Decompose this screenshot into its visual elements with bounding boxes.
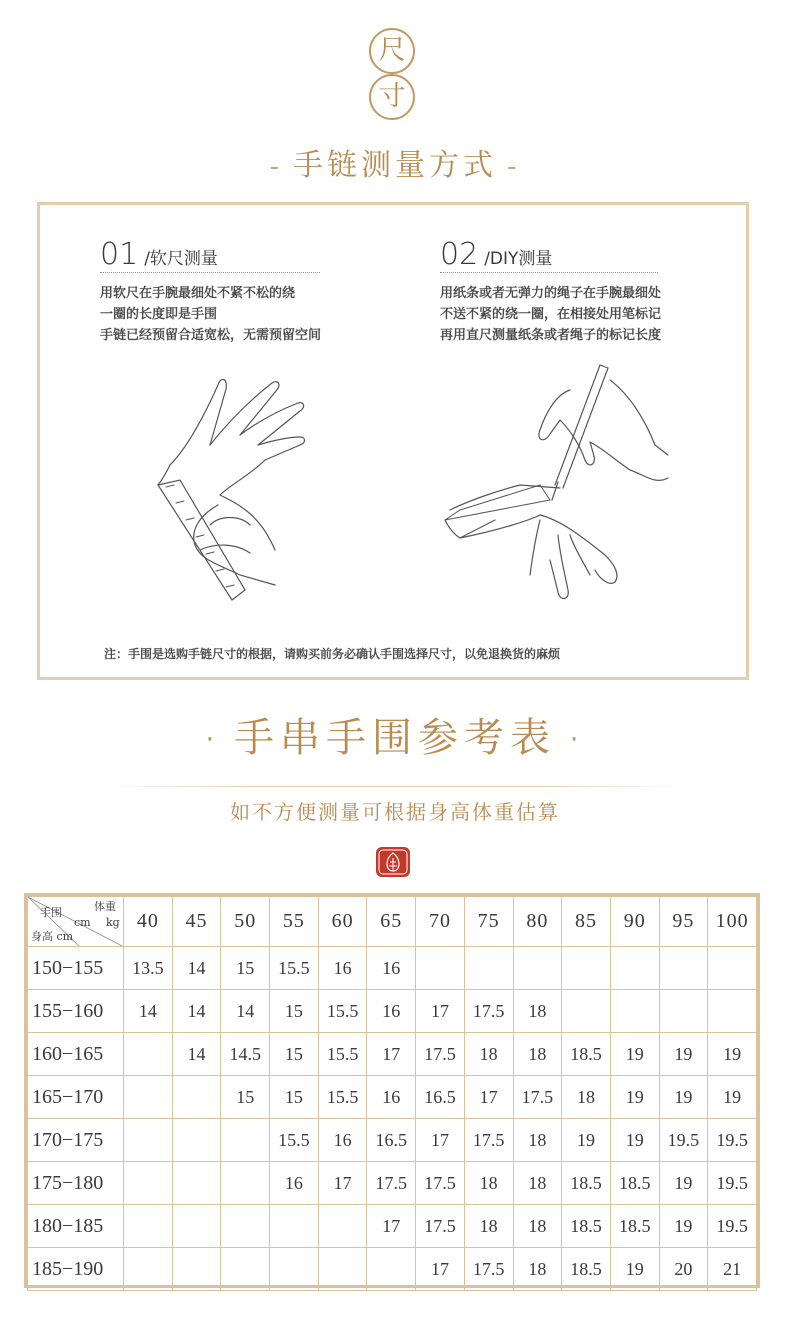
wrist-size-cell: 14 (172, 990, 221, 1033)
wrist-size-cell: 17.5 (416, 1205, 465, 1248)
wrist-size-cell (513, 947, 562, 990)
step-2-line-2: 不送不紧的绕一圈，在相接处用笔标记 (440, 307, 662, 322)
step-1-number: 01 (100, 237, 139, 272)
corner-weight-label: 体重 (94, 900, 116, 913)
weight-header-cell: 55 (270, 897, 319, 947)
size-seal (366, 28, 418, 124)
seal-char-2: 寸 (369, 74, 415, 120)
wrist-size-cell (318, 1248, 367, 1291)
wrist-size-cell: 17.5 (416, 1033, 465, 1076)
wrist-size-cell: 15.5 (270, 947, 319, 990)
wrist-size-cell: 14 (172, 947, 221, 990)
weight-header-cell: 45 (172, 897, 221, 947)
wrist-size-cell: 16.5 (367, 1119, 416, 1162)
wrist-size-cell: 16.5 (416, 1076, 465, 1119)
red-seal-stamp-icon (375, 846, 411, 878)
step-1-line-3: 手链已经预留合适宽松，无需预留空间 (100, 328, 322, 343)
wrist-size-cell: 19 (708, 1076, 757, 1119)
wrist-size-cell: 19 (659, 1205, 708, 1248)
wrist-size-cell: 16 (318, 947, 367, 990)
wrist-size-cell: 18 (513, 1033, 562, 1076)
wrist-size-cell (124, 1033, 173, 1076)
wrist-size-cell: 19 (659, 1033, 708, 1076)
step-2-header (440, 235, 658, 273)
wrist-size-cell: 18 (464, 1033, 513, 1076)
wrist-size-cell (562, 947, 611, 990)
wrist-size-cell: 18.5 (562, 1033, 611, 1076)
wrist-size-cell: 19 (610, 1248, 659, 1291)
wrist-size-cell: 17 (416, 1119, 465, 1162)
weight-header-cell: 70 (416, 897, 465, 947)
wrist-size-cell: 15 (221, 947, 270, 990)
wrist-size-cell (610, 990, 659, 1033)
weight-header-cell: 65 (367, 897, 416, 947)
wrist-size-cell: 17 (416, 1248, 465, 1291)
wrist-size-cell: 17.5 (367, 1162, 416, 1205)
wrist-size-cell: 18 (513, 1119, 562, 1162)
wrist-size-cell (124, 1205, 173, 1248)
wrist-size-cell (221, 1119, 270, 1162)
wrist-size-cell: 13.5 (124, 947, 173, 990)
wrist-size-cell (172, 1076, 221, 1119)
wrist-size-cell: 19.5 (708, 1162, 757, 1205)
wrist-size-cell: 17 (318, 1162, 367, 1205)
wrist-size-cell: 19 (610, 1119, 659, 1162)
weight-header-cell: 85 (562, 897, 611, 947)
step-2-line-1: 用纸条或者无弹力的绳子在手腕最细处 (440, 286, 662, 301)
title-dot-right: · (570, 725, 585, 755)
wrist-size-cell: 14 (124, 990, 173, 1033)
height-range-cell: 185−190 (28, 1248, 124, 1291)
wrist-size-cell: 14 (221, 990, 270, 1033)
height-range-cell: 180−185 (28, 1205, 124, 1248)
wrist-size-cell: 17 (464, 1076, 513, 1119)
table-row (28, 1205, 757, 1248)
wrist-size-cell: 14 (172, 1033, 221, 1076)
wrist-size-cell (562, 990, 611, 1033)
weight-header-cell: 40 (124, 897, 173, 947)
wrist-size-cell: 19.5 (708, 1119, 757, 1162)
height-range-cell: 175−180 (28, 1162, 124, 1205)
weight-header-cell: 60 (318, 897, 367, 947)
wrist-size-cell (610, 947, 659, 990)
wrist-size-cell (172, 1205, 221, 1248)
corner-wrist-unit: cm (74, 916, 91, 929)
wrist-size-cell: 15 (270, 1076, 319, 1119)
wrist-size-cell: 18 (464, 1205, 513, 1248)
wrist-size-cell (124, 1119, 173, 1162)
wrist-size-cell (464, 947, 513, 990)
wrist-size-cell (708, 990, 757, 1033)
reference-title-text: 手串手围参考表 (234, 715, 556, 761)
step-1-name: /软尺测量 (144, 249, 218, 269)
wrist-size-cell: 17.5 (464, 1248, 513, 1291)
wrist-size-cell (124, 1248, 173, 1291)
wrist-size-cell (172, 1119, 221, 1162)
table-row (28, 1248, 757, 1291)
wrist-size-cell: 15.5 (318, 990, 367, 1033)
wrist-size-cell: 19 (562, 1119, 611, 1162)
wrist-size-cell: 19.5 (659, 1119, 708, 1162)
measurement-note: 注：手围是选购手链尺寸的根据，请购买前务必确认手围选择尺寸，以免退换货的麻烦 (104, 647, 561, 661)
step-2-description (440, 283, 720, 346)
wrist-size-cell (270, 1205, 319, 1248)
wrist-size-cell (318, 1205, 367, 1248)
step-1-header (100, 235, 320, 273)
height-range-cell: 155−160 (28, 990, 124, 1033)
tape-measure-hand-illustration (140, 365, 340, 615)
table-row (28, 1162, 757, 1205)
wrist-size-cell: 18 (464, 1162, 513, 1205)
string-measure-hand-illustration (440, 360, 670, 610)
weight-header-cell: 50 (221, 897, 270, 947)
title-dot-left: · (205, 725, 220, 755)
method-step-2 (440, 235, 720, 346)
wrist-size-cell (367, 1248, 416, 1291)
wrist-size-cell: 14.5 (221, 1033, 270, 1076)
wrist-size-cell: 18.5 (562, 1248, 611, 1291)
wrist-size-cell: 17 (416, 990, 465, 1033)
wrist-size-cell: 15.5 (318, 1076, 367, 1119)
corner-weight-unit: kg (106, 916, 120, 929)
wrist-size-cell (124, 1076, 173, 1119)
divider-line (110, 786, 680, 787)
seal-char-1: 尺 (369, 28, 415, 74)
wrist-size-cell: 18 (513, 1248, 562, 1291)
wrist-size-cell: 18 (513, 1205, 562, 1248)
wrist-size-cell (172, 1248, 221, 1291)
wrist-size-cell: 15 (270, 990, 319, 1033)
step-1-line-1: 用软尺在手腕最细处不紧不松的绕 (100, 286, 296, 301)
table-row (28, 947, 757, 990)
wrist-size-cell: 18 (513, 1162, 562, 1205)
wrist-size-cell: 17.5 (416, 1162, 465, 1205)
size-table (27, 896, 757, 1291)
wrist-size-cell: 18 (513, 990, 562, 1033)
wrist-size-cell (221, 1162, 270, 1205)
height-range-cell: 165−170 (28, 1076, 124, 1119)
table-row (28, 1033, 757, 1076)
corner-height-label: 身高 cm (31, 930, 74, 943)
table-header-row (28, 897, 757, 947)
weight-header-cell: 80 (513, 897, 562, 947)
wrist-size-cell: 18.5 (610, 1162, 659, 1205)
wrist-size-cell: 16 (367, 990, 416, 1033)
height-range-cell: 170−175 (28, 1119, 124, 1162)
wrist-size-cell: 16 (270, 1162, 319, 1205)
wrist-size-cell: 15.5 (270, 1119, 319, 1162)
wrist-size-cell: 16 (367, 1076, 416, 1119)
wrist-size-cell (659, 990, 708, 1033)
step-1-description (100, 283, 380, 346)
wrist-size-cell: 19 (610, 1076, 659, 1119)
wrist-size-cell (270, 1248, 319, 1291)
title-dash-left: - (269, 152, 283, 182)
wrist-size-cell: 15.5 (318, 1033, 367, 1076)
wrist-size-cell (221, 1248, 270, 1291)
wrist-size-cell (659, 947, 708, 990)
wrist-size-cell: 17.5 (464, 1119, 513, 1162)
title-dash-right: - (507, 152, 521, 182)
height-range-cell: 160−165 (28, 1033, 124, 1076)
wrist-size-cell: 16 (318, 1119, 367, 1162)
method-step-1 (100, 235, 380, 346)
wrist-size-cell: 21 (708, 1248, 757, 1291)
wrist-size-cell: 18 (562, 1076, 611, 1119)
wrist-size-cell: 18.5 (562, 1162, 611, 1205)
wrist-size-cell: 15 (221, 1076, 270, 1119)
step-2-name: /DIY测量 (484, 249, 553, 269)
wrist-size-cell: 17 (367, 1033, 416, 1076)
wrist-size-cell: 19 (659, 1162, 708, 1205)
wrist-size-cell: 16 (367, 947, 416, 990)
method-title-text: 手链测量方式 (293, 148, 497, 183)
weight-header-cell: 100 (708, 897, 757, 947)
weight-header-cell: 75 (464, 897, 513, 947)
wrist-size-cell (708, 947, 757, 990)
wrist-size-cell (416, 947, 465, 990)
wrist-size-cell (124, 1162, 173, 1205)
wrist-size-cell: 17.5 (464, 990, 513, 1033)
height-range-cell: 150−155 (28, 947, 124, 990)
measurement-panel (37, 202, 749, 680)
weight-header-cell: 95 (659, 897, 708, 947)
table-row (28, 990, 757, 1033)
wrist-size-cell: 19 (708, 1033, 757, 1076)
wrist-size-cell: 19.5 (708, 1205, 757, 1248)
wrist-size-cell: 18.5 (562, 1205, 611, 1248)
corner-wrist-label: 手围 (40, 906, 62, 919)
wrist-size-cell: 17.5 (513, 1076, 562, 1119)
reference-title (0, 706, 790, 763)
weight-header-cell: 90 (610, 897, 659, 947)
table-row (28, 1076, 757, 1119)
reference-subtitle: 如不方便测量可根据身高体重估算 (230, 800, 560, 824)
step-2-number: 02 (440, 237, 479, 272)
table-row (28, 1119, 757, 1162)
size-reference-table (24, 893, 760, 1288)
method-section-title (0, 140, 790, 184)
wrist-size-cell: 18.5 (610, 1205, 659, 1248)
wrist-size-cell: 15 (270, 1033, 319, 1076)
wrist-size-cell (172, 1162, 221, 1205)
wrist-size-cell: 17 (367, 1205, 416, 1248)
wrist-size-cell: 19 (659, 1076, 708, 1119)
step-2-line-3: 再用直尺测量纸条或者绳子的标记长度 (440, 328, 662, 343)
table-corner-cell (28, 897, 124, 947)
wrist-size-cell (221, 1205, 270, 1248)
step-1-line-2: 一圈的长度即是手围 (100, 307, 218, 322)
wrist-size-cell: 20 (659, 1248, 708, 1291)
wrist-size-cell: 19 (610, 1033, 659, 1076)
